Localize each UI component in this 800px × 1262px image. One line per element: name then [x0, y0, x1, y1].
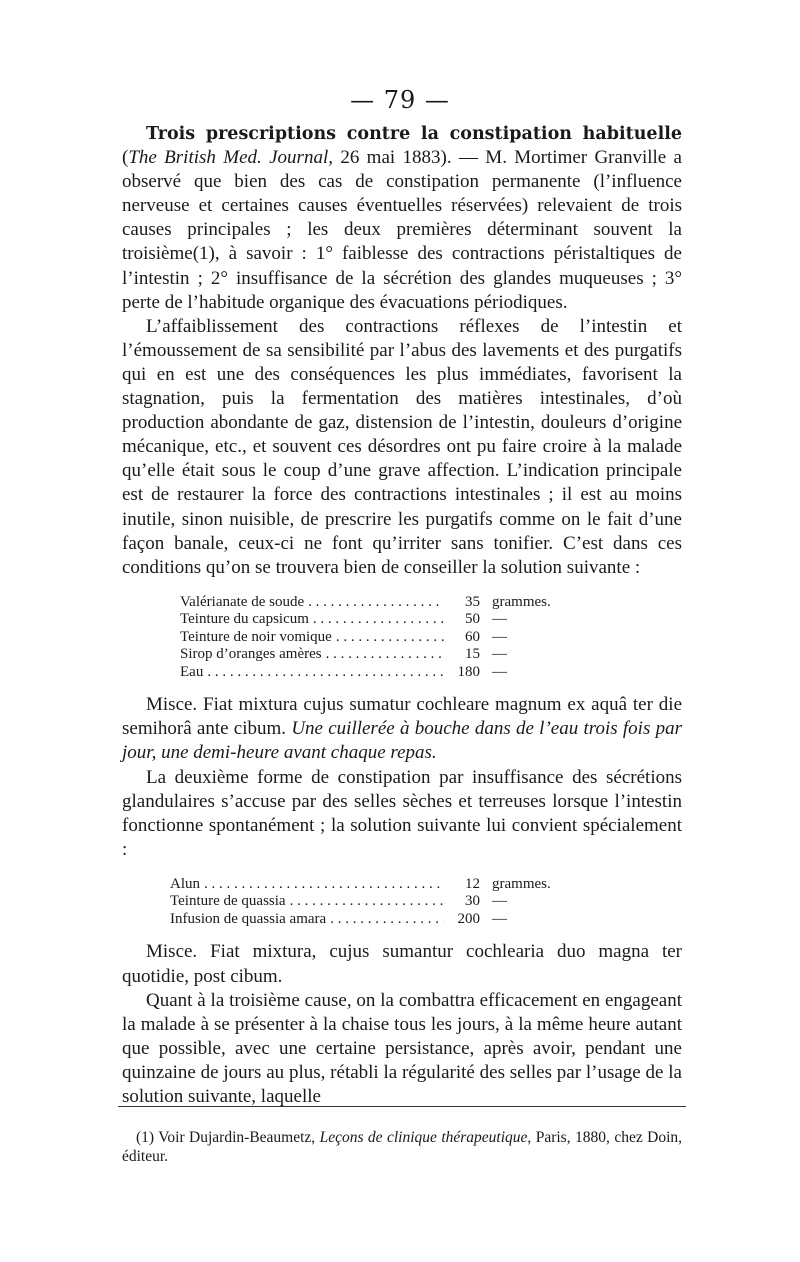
footnote-text: Voir Dujardin-Beaumetz, — [154, 1129, 320, 1146]
footnote-divider — [118, 1106, 686, 1107]
recipe-1 — [180, 594, 570, 682]
paragraph-4: La deuxième forme de constipation par insuffisance des sécrétions glandulaires s’accuse par des selles sèches et terreuses lorsque l’intestin fonctionne spontanément ; la solution suivante lui convient spécialement : — [122, 766, 682, 860]
ingredient-unit: — — [492, 611, 507, 628]
ingredient-name: Teinture de noir vomique — [180, 628, 332, 645]
paragraph-2: L’affaiblissement des contractions réflexes de l’intestin et l’émoussement de sa sensibilité par l’abus des lavements et des purgatifs qui en est une des conséquences les plus immédiates, favorisent la stagnation, puis la fermentation des matières intestinales, d’où production abondante de gaz, distension de l’intestin, douleurs d’origine mécanique, etc., et souvent ces désordres ont pu faire croire à la malade qu’elle était sous le coup d’une grave affection. L’indication principale est de restaurer la force des contractions intestinales ; il est au moins inutile, sinon nuisible, de prescrire les purgatifs comme on le fait d’une façon banale, ceux-ci ne font qu’irriter sans tonifier. C’est dans ces conditions qu’on se trouvera bien de conseiller la solution suivante : — [122, 315, 682, 578]
ingredient-name: Sirop d’oranges amères — [180, 646, 322, 663]
ingredient-name: Infusion de quassia amara — [170, 910, 327, 927]
paragraph-5: Misce. Fiat mixtura, cujus sumantur cochlearia duo magna ter quotidie, post cibum. — [122, 941, 682, 987]
recipe-2 — [170, 876, 570, 929]
ingredient-name: Teinture de quassia — [170, 893, 286, 910]
recipe-row — [180, 594, 570, 612]
paragraph-1-text: 26 mai 1883). — M. Mortimer Granville a observé que bien des cas de constipation permanente (l’influence nerveuse et certaines causes éventuelles réservées) relevaient de trois causes principales ; les deux premières déterminant souvent la troisième — [122, 147, 682, 265]
ingredient-qty: 15 — [465, 646, 480, 663]
paragraph-3 — [122, 693, 682, 765]
recipe-row — [180, 611, 570, 629]
ingredient-unit: — — [492, 910, 507, 927]
ingredient-unit: — — [492, 893, 507, 910]
ingredient-qty: 12 — [465, 875, 480, 892]
paragraph-1-text-cont: , à savoir : 1° faiblesse des contractions péristaltiques de l’intestin ; 2° insuffisance de la sécrétion des glandes muqueuses ; 3° perte de l’habitude organique des évacuations périodiques. — [122, 243, 682, 313]
ingredient-unit: — — [492, 646, 507, 663]
open-paren: ( — [122, 147, 129, 169]
ingredient-qty: 180 — [457, 663, 480, 680]
ingredient-qty: 60 — [465, 628, 480, 645]
ingredient-qty: 200 — [457, 910, 480, 927]
ingredient-qty: 35 — [465, 593, 480, 610]
ingredient-qty: 50 — [465, 611, 480, 628]
dosage-instruction: Une cuillerée à bouche dans de l’eau trois fois par jour, une demi-heure avant chaque repas. — [122, 718, 682, 764]
latin-formula: Misce. Fiat mixtura cujus sumatur cochleare magnum ex aquâ ter die semihorâ ante cibum. — [122, 694, 682, 740]
ingredient-name: Valérianate de soude — [180, 593, 305, 610]
main-text — [122, 122, 682, 1109]
footnote-book-title: Leçons de clinique thérapeutique — [319, 1129, 528, 1146]
ingredient-qty: 30 — [465, 893, 480, 910]
section-heading: Trois prescriptions contre la constipation habituelle — [146, 124, 682, 144]
recipe-row — [170, 911, 570, 929]
paragraph-1 — [122, 122, 682, 315]
recipe-row — [180, 664, 570, 682]
footnote — [122, 1128, 682, 1166]
page-number: — 79 — — [350, 86, 450, 114]
ingredient-name: Teinture du capsicum — [180, 611, 309, 628]
note-reference: (1) — [192, 243, 215, 265]
footnote-marker: (1) — [136, 1129, 155, 1146]
recipe-row — [180, 646, 570, 664]
ingredient-name: Eau — [180, 663, 204, 680]
footnote-text-end: , Paris, 1880, chez Doin, éditeur. — [122, 1129, 682, 1165]
ingredient-name: Alun — [170, 875, 200, 892]
ingredient-unit: grammes. — [492, 593, 551, 610]
ingredient-unit: — — [492, 628, 507, 645]
recipe-row — [170, 893, 570, 911]
recipe-row — [170, 876, 570, 894]
paragraph-6: Quant à la troisième cause, on la combattra efficacement en engageant la malade à se présenter à la chaise tous les jours, à la même heure autant que possible, avec une certaine persistance, après avoir, pendant une quinzaine de jours au plus, rétabli la régularité des selles par l’usage de la solution suivante, laquelle — [122, 989, 682, 1107]
source-title: The British Med. Journal, — [128, 147, 333, 169]
ingredient-unit: grammes. — [492, 875, 551, 892]
recipe-row — [180, 629, 570, 647]
ingredient-unit: — — [492, 663, 507, 680]
